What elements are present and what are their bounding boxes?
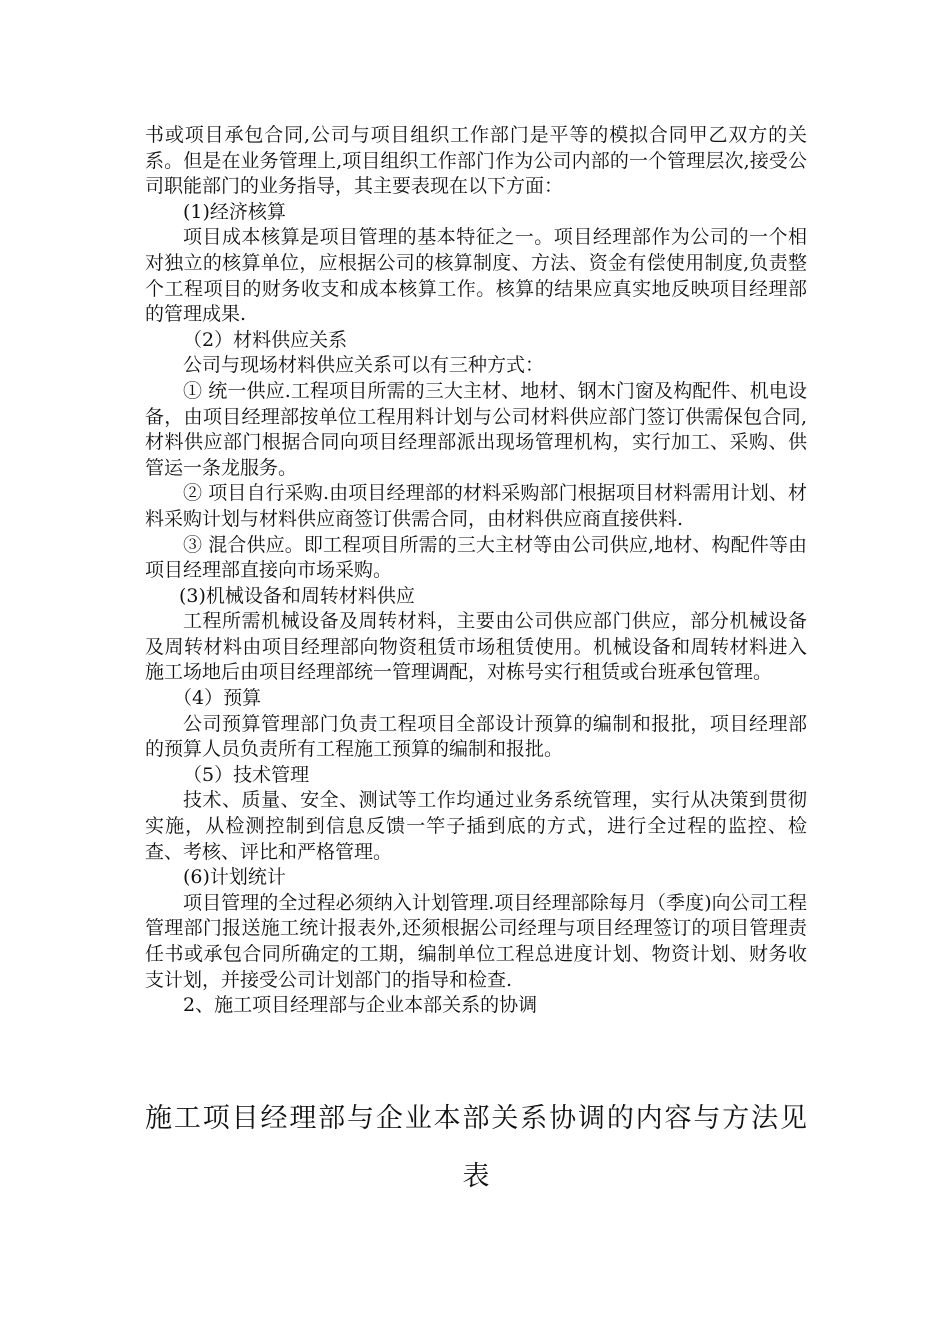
section-heading-technical-management: （5）技术管理 xyxy=(183,763,310,786)
section-heading-coordination: 2、施工项目经理部与企业本部关系的协调 xyxy=(183,994,538,1017)
section-heading-equipment-supply: (3)机械设备和周转材料供应 xyxy=(179,584,415,607)
intro-paragraph: 书或项目承包合同,公司与项目组织工作部门是平等的模拟合同甲乙双方的关系。但是在业务管理上,项目组织工作部门作为公司内部的一个管理层次,接受公司职能部门的业务指导，其主要表现在以下方面： xyxy=(145,124,807,198)
paragraph-self-purchase: ② 项目自行采购.由项目经理部的材料采购部门根据项目材料需用计划、材料采购计划与材料供应商签订供需合同，由材料供应商直接供料. xyxy=(145,482,807,530)
body-text xyxy=(145,123,807,1019)
paragraph-material-supply-intro: 公司与现场材料供应关系可以有三种方式： xyxy=(183,354,545,377)
large-heading-line-1: 施工项目经理部与企业本部关系协调的内容与方法见 xyxy=(145,1103,807,1134)
section-heading-planning-statistics: (6)计划统计 xyxy=(183,866,286,889)
large-heading-line-2: 表 xyxy=(462,1161,490,1192)
paragraph-planning-statistics: 项目管理的全过程必须纳入计划管理.项目经理部除每月（季度)向公司工程管理部门报送施工统计报表外,还须根据公司经理与项目经理签订的项目管理责任书或承包合同所确定的工期，编制单位工程总进度计划、物资计划、财务收支计划，并接受公司计划部门的指导和检查. xyxy=(145,891,807,991)
paragraph-unified-supply: ① 统一供应.工程项目所需的三大主材、地材、钢木门窗及构配件、机电设备，由项目经理部按单位工程用料计划与公司材料供应部门签订供需保包合同,材料供应部门根据合同向项目经理部派出现场管理机构，实行加工、采购、供管运一条龙服务。 xyxy=(145,379,807,479)
paragraph-economic-accounting: 项目成本核算是项目管理的基本特征之一。项目经理部作为公司的一个相对独立的核算单位，应根据公司的核算制度、方法、资金有偿使用制度,负责整个工程项目的财务收支和成本核算工作。核算的结果应真实地反映项目经理部的管理成果. xyxy=(145,226,807,326)
section-heading-budget: （4）预算 xyxy=(173,687,262,710)
section-heading-economic-accounting: (1)经济核算 xyxy=(183,200,286,223)
paragraph-technical-management: 技术、质量、安全、测试等工作均通过业务系统管理，实行从决策到贯彻实施，从检测控制到信息反馈一竿子插到底的方式，进行全过程的监控、检查、考核、评比和严格管理。 xyxy=(145,789,807,863)
paragraph-equipment-supply: 工程所需机械设备及周转材料，主要由公司供应部门供应，部分机械设备及周转材料由项目经理部向物资租赁市场租赁使用。机械设备和周转材料进入施工场地后由项目经理部统一管理调配，对栋号实行租赁或台班承包管理。 xyxy=(145,610,807,684)
section-heading-material-supply: （2）材料供应关系 xyxy=(183,328,348,351)
paragraph-mixed-supply: ③ 混合供应。即工程项目所需的三大主材等由公司供应,地材、构配件等由项目经理部直接向市场采购。 xyxy=(145,533,807,582)
paragraph-budget: 公司预算管理部门负责工程项目全部设计预算的编制和报批，项目经理部的预算人员负责所有工程施工预算的编制和报批。 xyxy=(145,712,807,761)
